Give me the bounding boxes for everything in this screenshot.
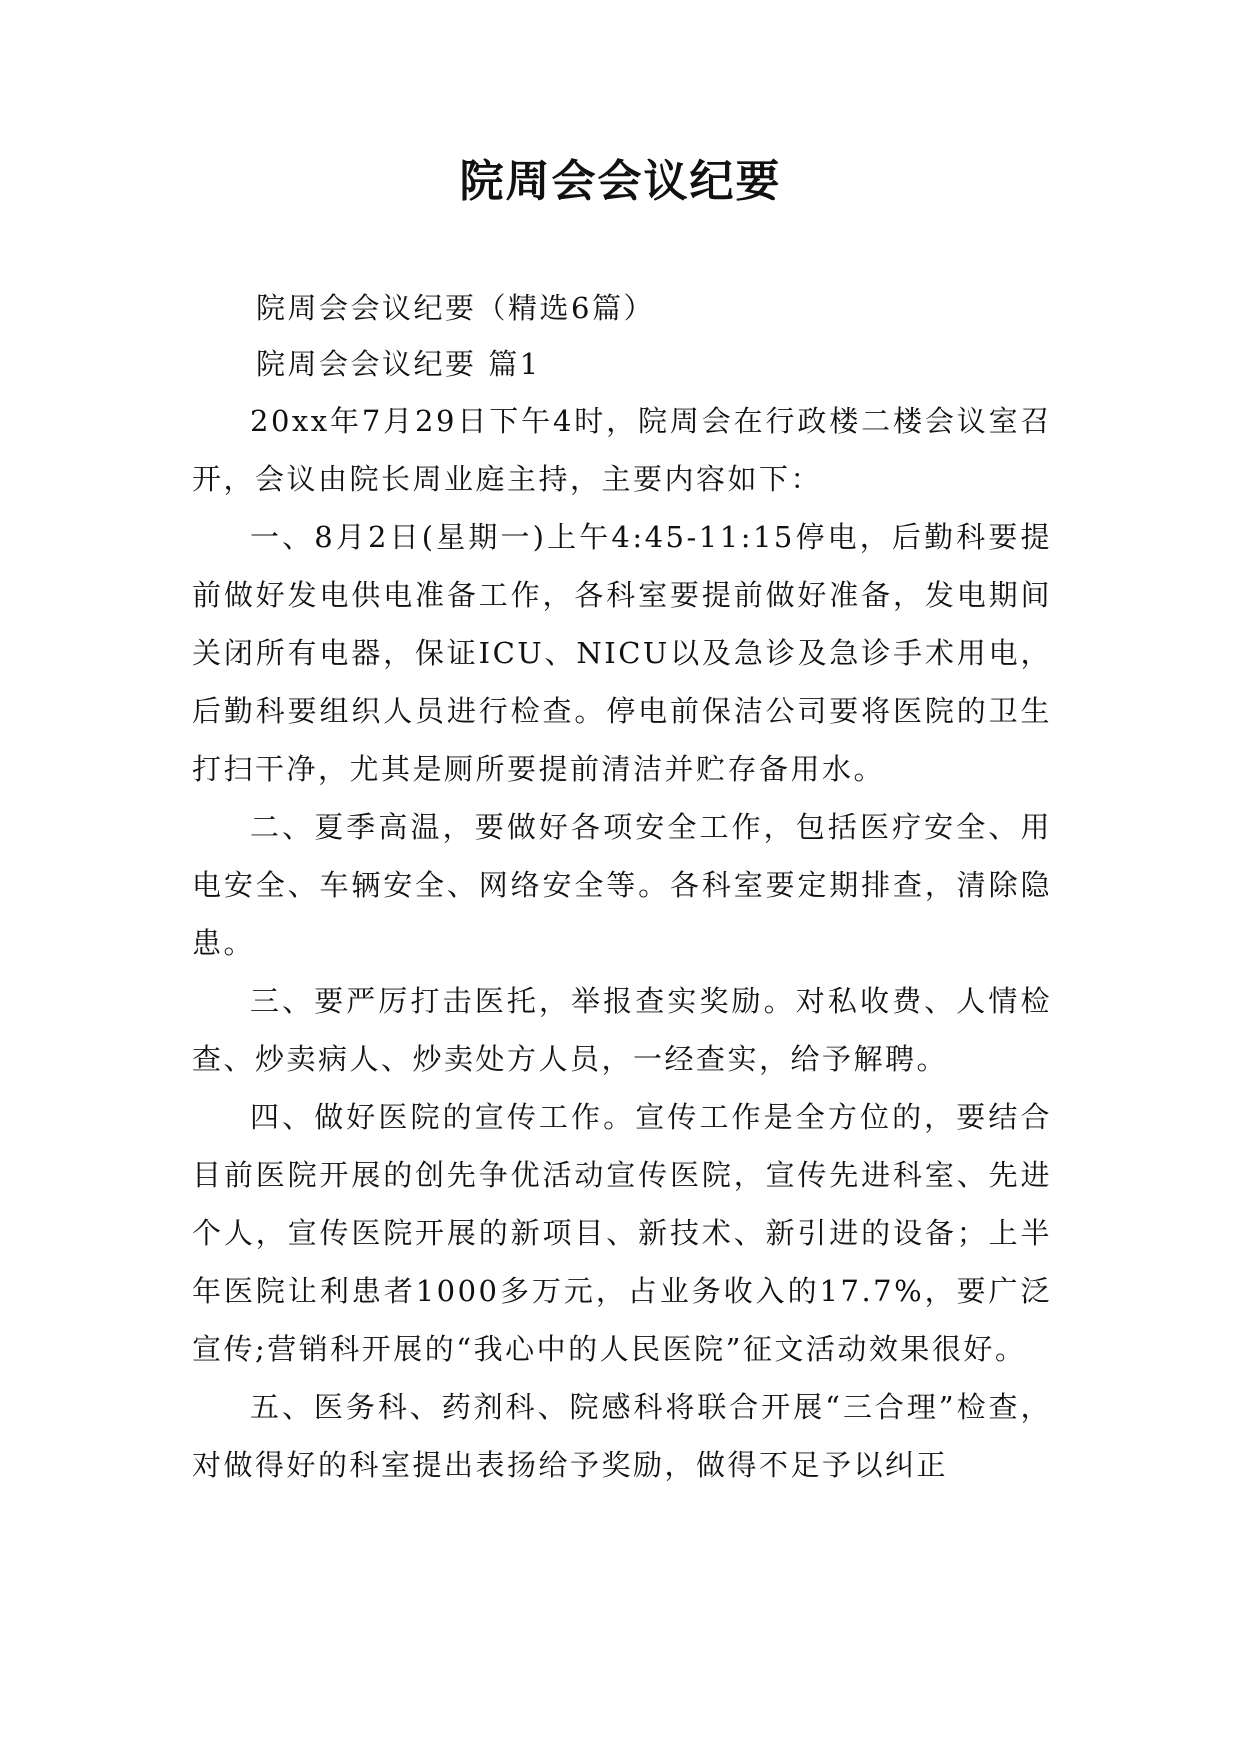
paragraph: 二、夏季高温，要做好各项安全工作，包括医疗安全、用电安全、车辆安全、网络安全等。各科室要定期排查，清除隐患。 bbox=[192, 810, 1052, 960]
paragraph: 三、要严厉打击医托，举报查实奖励。对私收费、人情检查、炒卖病人、炒卖处方人员，一经查实，给予解聘。 bbox=[192, 984, 1052, 1076]
document-title: 院周会会议纪要 bbox=[459, 156, 782, 207]
document-body bbox=[192, 280, 1052, 1494]
document-subtitle: 院周会会议纪要（精选6篇） bbox=[256, 291, 655, 325]
section-heading: 院周会会议纪要 篇1 bbox=[256, 347, 541, 381]
paragraph: 五、医务科、药剂科、院感科将联合开展“三合理”检查，对做得好的科室提出表扬给予奖励，做得不足予以纠正 bbox=[192, 1390, 1052, 1482]
paragraph: 20xx年7月29日下午4时，院周会在行政楼二楼会议室召开，会议由院长周业庭主持，主要内容如下： bbox=[192, 404, 1052, 496]
paragraph: 四、做好医院的宣传工作。宣传工作是全方位的，要结合目前医院开展的创先争优活动宣传医院，宣传先进科室、先进个人，宣传医院开展的新项目、新技术、新引进的设备；上半年医院让利患者1000多万元，占业务收入的17.7%，要广泛宣传;营销科开展的“我心中的人民医院”征文活动效果很好。 bbox=[192, 1100, 1052, 1366]
paragraph: 一、8月2日(星期一)上午4:45-11:15停电，后勤科要提前做好发电供电准备工作，各科室要提前做好准备，发电期间关闭所有电器，保证ICU、NICU以及急诊及急诊手术用电，后勤科要组织人员进行检查。停电前保洁公司要将医院的卫生打扫干净，尤其是厕所要提前清洁并贮存备用水。 bbox=[192, 520, 1052, 786]
